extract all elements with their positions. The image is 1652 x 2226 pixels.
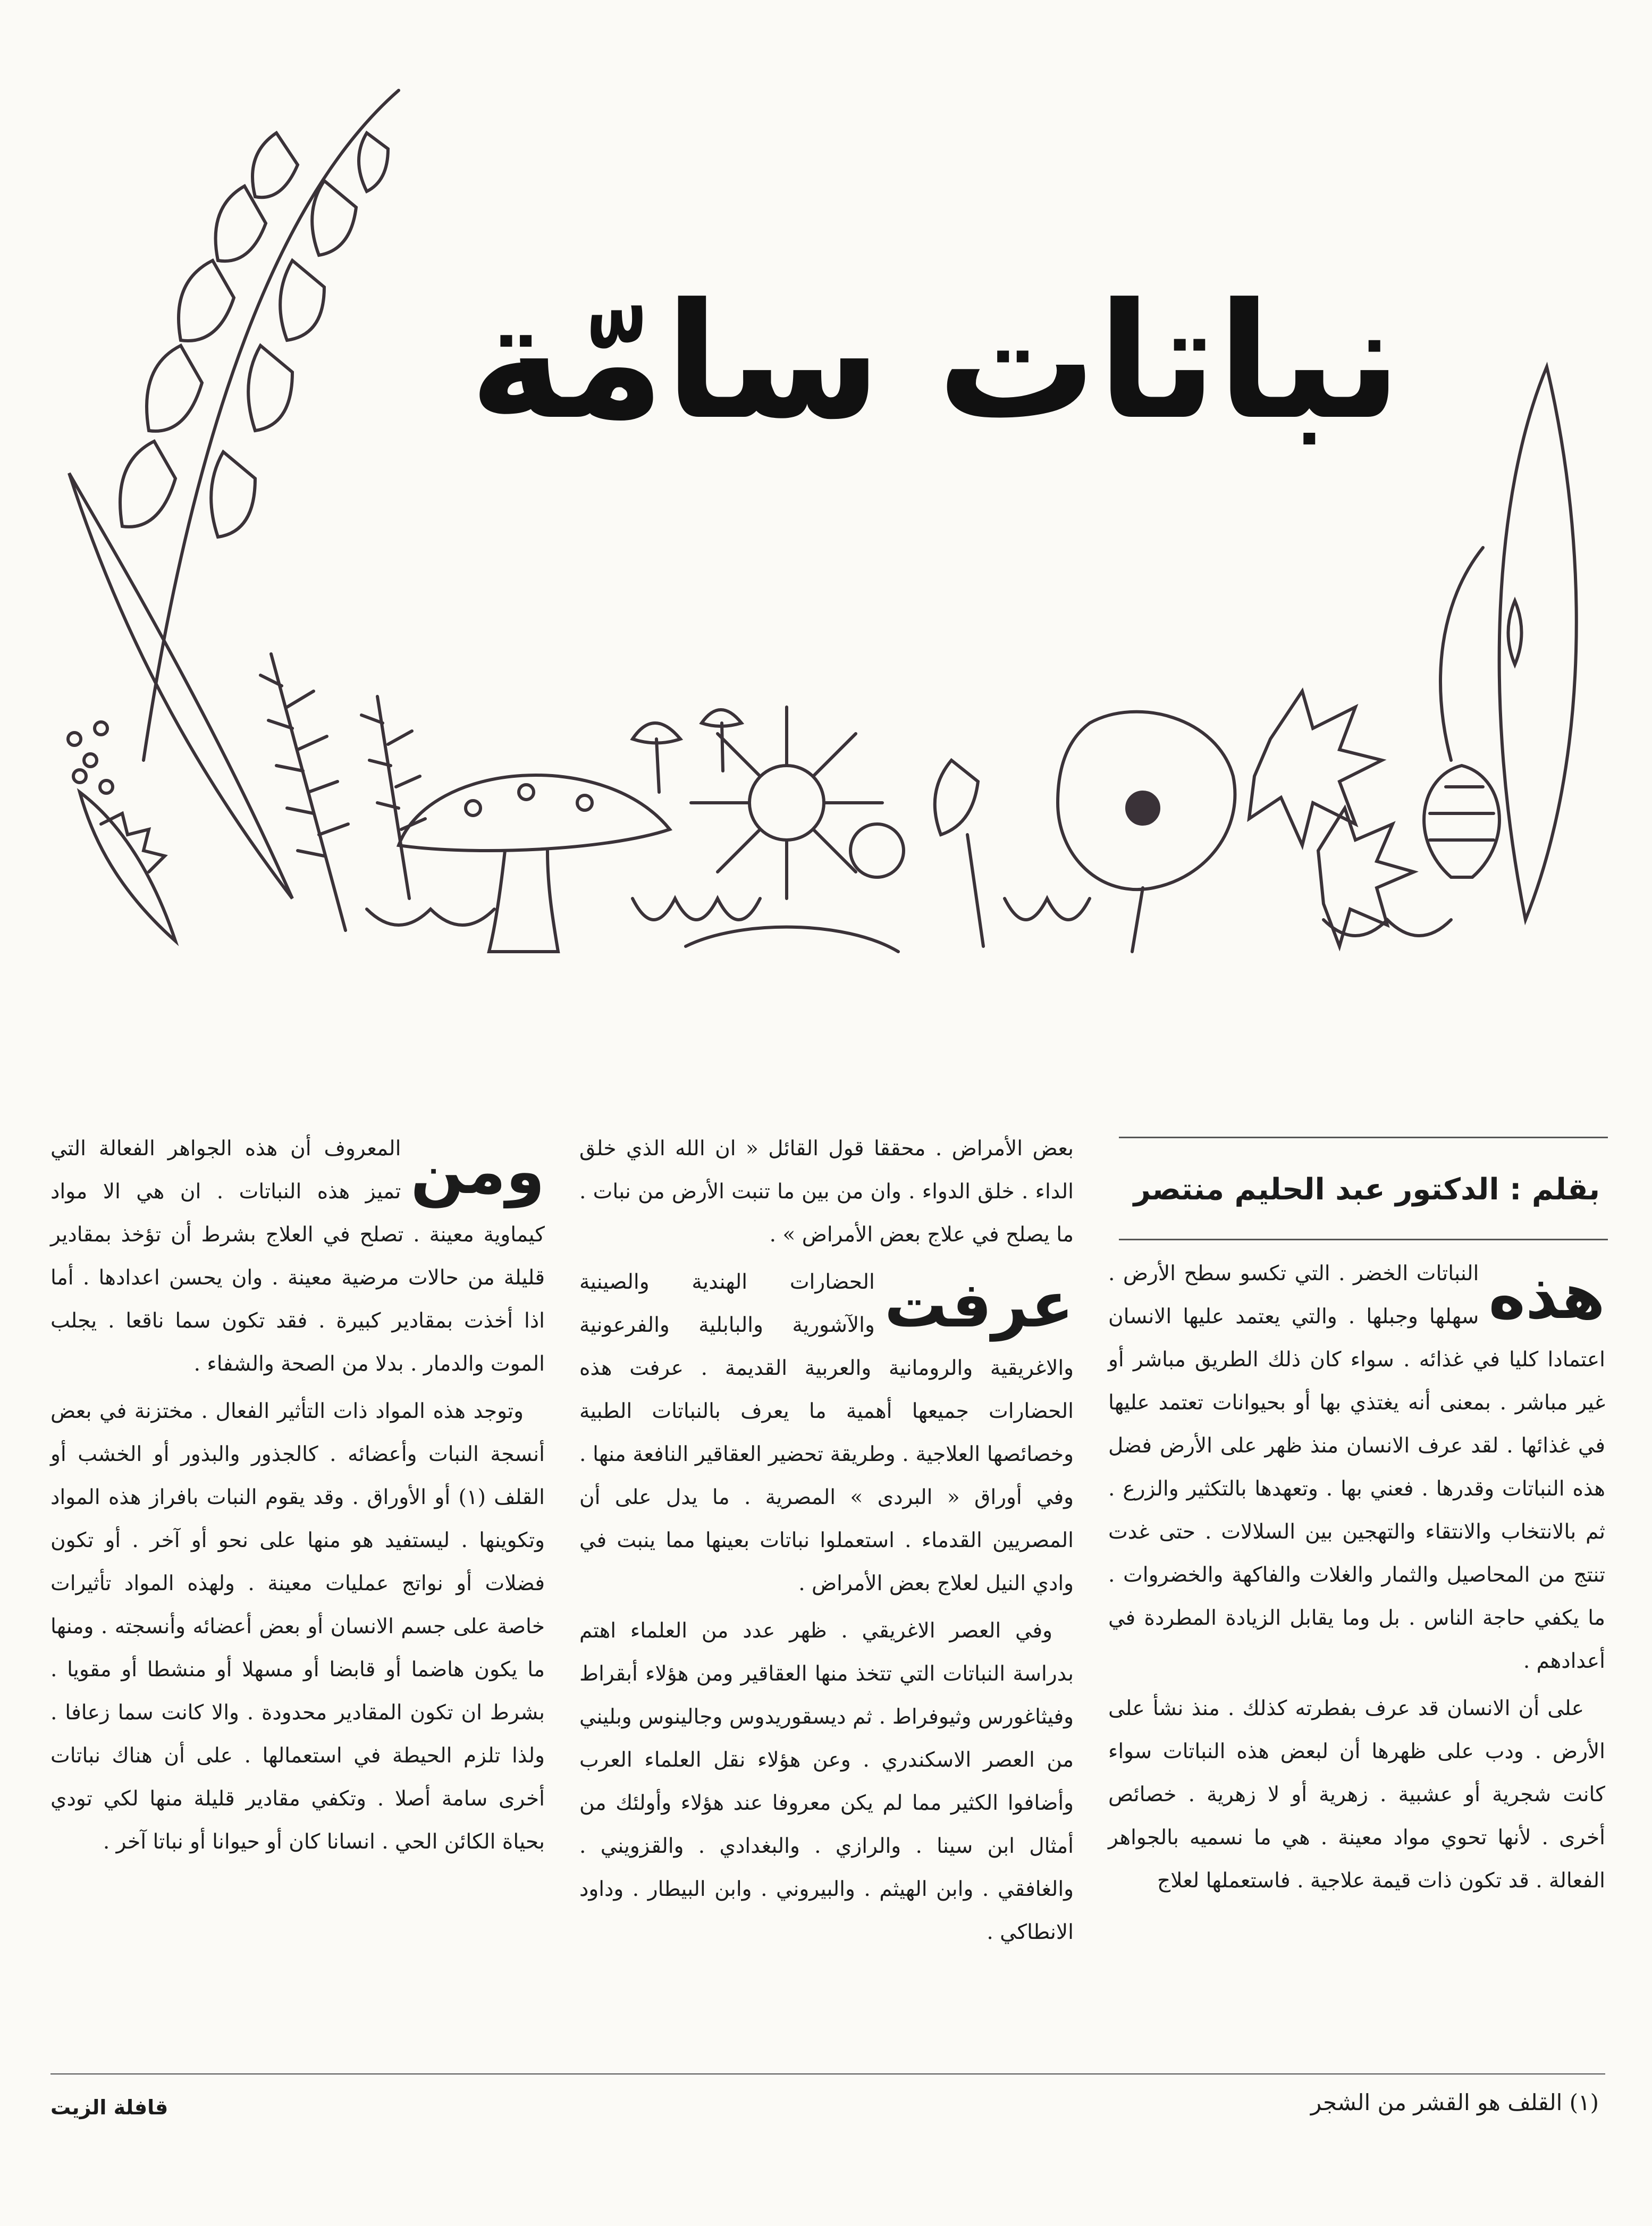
paragraph: عرفت الحضارات الهندية والصينية والآشورية والبابلية والفرعونية والاغريقية والرومانية والعربية القديمة . عرفت هذه الحضارات جميعها أهمية ما يعرف بالنباتات الطبية وخصائصها العلاجية . وطريقة تحضير العقاقير النافعة منها . وفي أوراق « البردى » المصرية . ما يدل على أن المصريين القدماء . استعملوا نباتات بعينها مما ينبت في وادي النيل لعلاج بعض الأمراض .	[579, 1261, 1074, 1605]
paragraph: على أن الانسان قد عرف بفطرته كذلك . منذ نشأ على الأرض . ودب على ظهرها أن لبعض هذه النباتات سواء كانت شجرية أو عشبية . زهرية أو لا زهرية . خصائص أخرى . لأنها تحوي مواد معينة . هي ما نسميه بالجواهر الفعالة . قد تكون ذات قيمة علاجية . فاستعملها لعلاج	[1108, 1696, 1605, 1893]
byline-bottom-rule	[1119, 1239, 1608, 1240]
footnote: (١) القلف هو القشر من الشجر	[1310, 2089, 1599, 2115]
maple-leaf	[1249, 691, 1382, 845]
column-right	[1108, 1252, 1605, 1906]
column-middle	[579, 1127, 1074, 1958]
berries-icon	[68, 722, 113, 793]
paragraph: بعض الأمراض . محققا قول القائل « ان الله الذي خلق الداء . خلق الدواء . وان من بين ما تنبت الأرض من نبات . ما يصلح في علاج بعض الأمراض » .	[579, 1137, 1074, 1247]
paragraph: وتوجد هذه المواد ذات التأثير الفعال . مختزنة في بعض أنسجة النبات وأعضائه . كالجذور والبذور أو الخشب أو القلف (١) أو الأوراق . وقد يقوم النبات بافراز هذه المواد وتكوينها . ليستفيد هو منها على نحو أو آخر . أو تكون فضلات أو نواتج عمليات معينة . ولهذه المواد تأثيرات خاصة على جسم الانسان أو بعض أعضائه وأنسجته . ومنها ما يكون هاضما أو قابضا أو مسهلا أو منشطا أو مقويا . بشرط ان تكون المقادير محدودة . والا كانت سما زعافا . ولذا تلزم الحيطة في استعمالها . على أن هناك نباتات أخرى سامة أصلا . وتكفي مقادير قليلة منها لكي تودي بحياة الكائن الحي . انسانا كان أو حيوانا أو نباتا آخر .	[50, 1399, 545, 1854]
paragraph: المعروف أن هذه الجواهر الفعالة التي تميز هذه النباتات . ان هي الا مواد كيماوية معينة . تصلح في العلاج بشرط أن تؤخذ بمقادير قليلة من حالات مرضية معينة . وان يحسن اعدادها . أما اذا أخذت بمقادير كبيرة . فقد تكون سما ناقعا . يجلب الموت والدمار . بدلا من الصحة والشفاء .	[50, 1137, 545, 1376]
pine-cone	[1424, 766, 1499, 877]
paragraph: النباتات الخضر . التي تكسو سطح الأرض . سهلها وجبلها . والتي يعتمد عليها الانسان اعتمادا كليا في غذائه . سواء كان ذلك الطريق مباشر أو غير مباشر . بمعنى أنه يغتذي بها أو بحيوانات تعتمد عليها في غذائها . لقد عرف الانسان منذ ظهر على الأرض فضل هذه النباتات وقدرها . فعني بها . وتعهدها بالتكثير والزرع . ثم بالانتخاب والانتقاء والتهجين بين السلالات . حتى غدت تنتج من المحاصيل والثمار والغلات والفاكهة والخضروات . ما يكفي حاجة الناس . بل وما يقابل الزيادة المطردة في أعدادهم .	[1108, 1262, 1605, 1673]
botanical-illustration	[48, 69, 1605, 973]
paragraph: وفي العصر الاغريقي . ظهر عدد من العلماء اهتم بدراسة النباتات التي تتخذ منها العقاقير ومن هؤلاء أبقراط وفيثاغورس وثيوفراط . ثم ديسقوريدوس وجالينوس وبليني من العصر الاسكندري . وعن هؤلاء نقل العلماء العرب وأضافوا الكثير مما لم يكن معروفا عند هؤلاء وأولئك من أمثال ابن سينا . والرازي . والبغدادي . والقزويني . والغافقي . وابن الهيثم . والبيروني . وابن البيطار . وداود الانطاكي .	[579, 1619, 1074, 1944]
drop-cap-3: ومن	[410, 1135, 545, 1208]
left-long-leaf	[69, 473, 292, 898]
drop-cap-2: عرفت	[884, 1268, 1074, 1341]
bellflower	[935, 760, 978, 835]
column-left	[50, 1127, 545, 1868]
poppy-flower	[1058, 712, 1235, 952]
byline-top-rule	[1119, 1137, 1608, 1138]
footer-rule	[50, 2073, 1605, 2074]
article-title: نباتات سامّة	[469, 268, 1402, 455]
mushroom	[399, 710, 741, 952]
arum-leaf	[1499, 367, 1577, 920]
publication-name: قافلة الزيت	[50, 2096, 168, 2119]
drop-cap-1: هذه	[1488, 1259, 1605, 1333]
foxglove-bells	[120, 133, 388, 537]
author-byline: بقلم : الدكتور عبد الحليم منتصر	[1133, 1172, 1600, 1207]
